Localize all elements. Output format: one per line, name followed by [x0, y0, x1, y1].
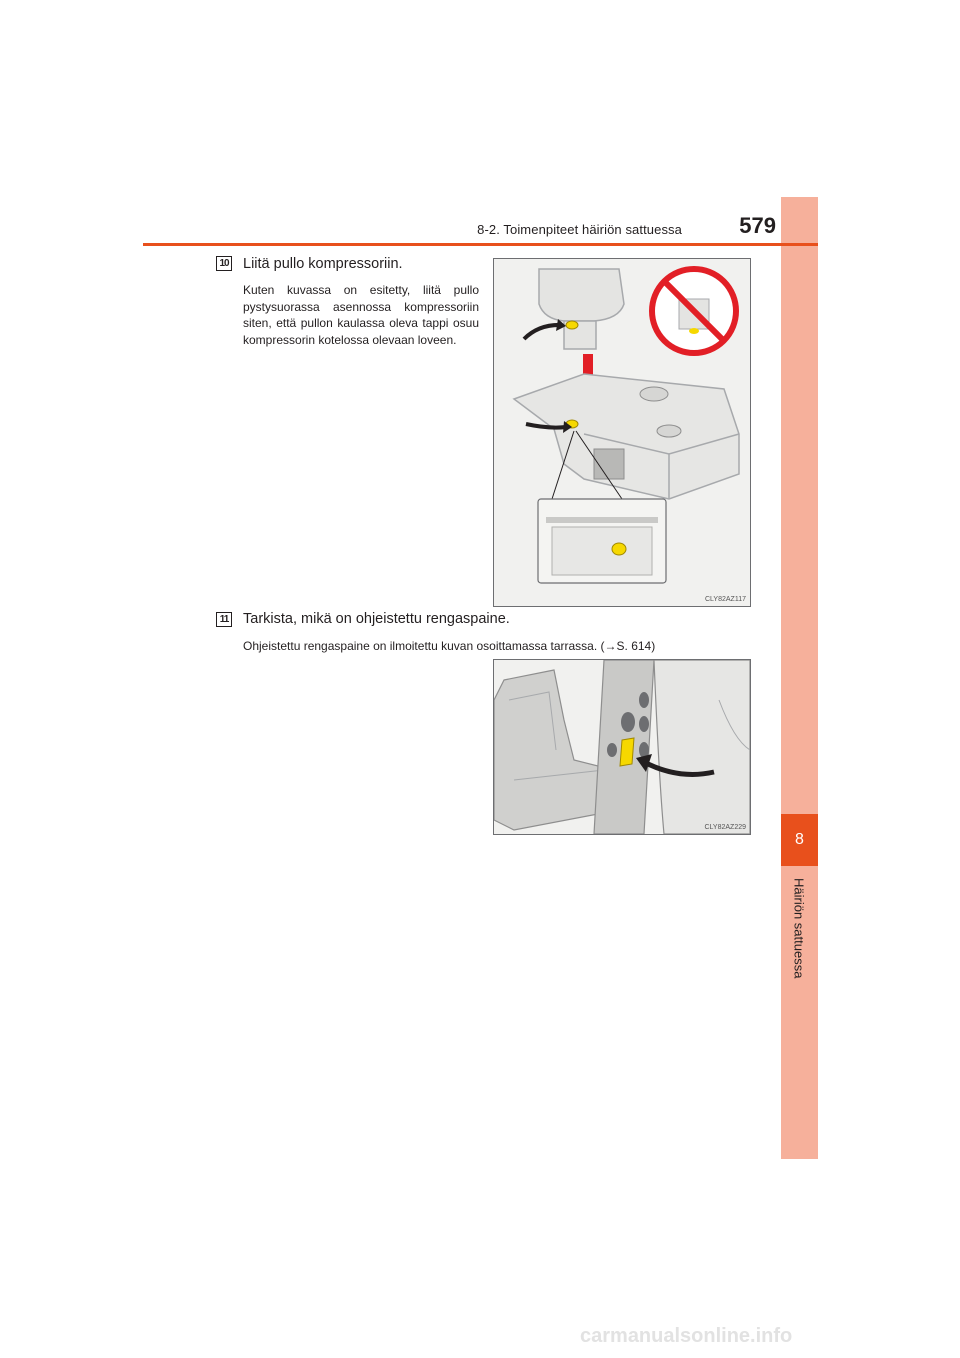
section-title: 8-2. Toimenpiteet häiriön sattuessa	[477, 222, 682, 237]
door-pillar-illustration-icon	[494, 660, 750, 834]
header-divider	[143, 243, 818, 246]
step-title-11: Tarkista, mikä on ohjeistettu rengaspaine.	[243, 611, 510, 627]
chapter-number-badge	[781, 814, 818, 866]
compressor-illustration-icon	[494, 259, 750, 606]
compressor-bottle-illustration	[493, 258, 751, 607]
step-title-10: Liitä pullo kompressoriin.	[243, 256, 403, 272]
step-number-11: 11	[216, 612, 232, 627]
chapter-number: 8	[795, 831, 804, 848]
figure-code-11: CLY82AZ229	[704, 824, 746, 831]
step-description-10: Kuten kuvassa on esitetty, liitä pullo pystysuorassa asennossa kompressoriin siten, että pullon kaulassa oleva tappi osuu kompressorin kotelossa olevaan loveen.	[243, 283, 479, 347]
tire-pressure-label-illustration	[493, 659, 751, 835]
watermark: carmanualsonline.info	[580, 1325, 793, 1347]
page-number: 579	[739, 213, 776, 238]
figure-code-10: CLY82AZ117	[705, 596, 746, 603]
step-number-10: 10	[216, 256, 232, 271]
chapter-side-label: Häiriön sattuessa	[791, 878, 807, 979]
chapter-side-tab	[781, 197, 818, 1159]
step-description-11: Ohjeistettu rengaspaine on ilmoitettu kuvan osoittamassa tarrassa. (→S. 614)	[243, 639, 656, 653]
